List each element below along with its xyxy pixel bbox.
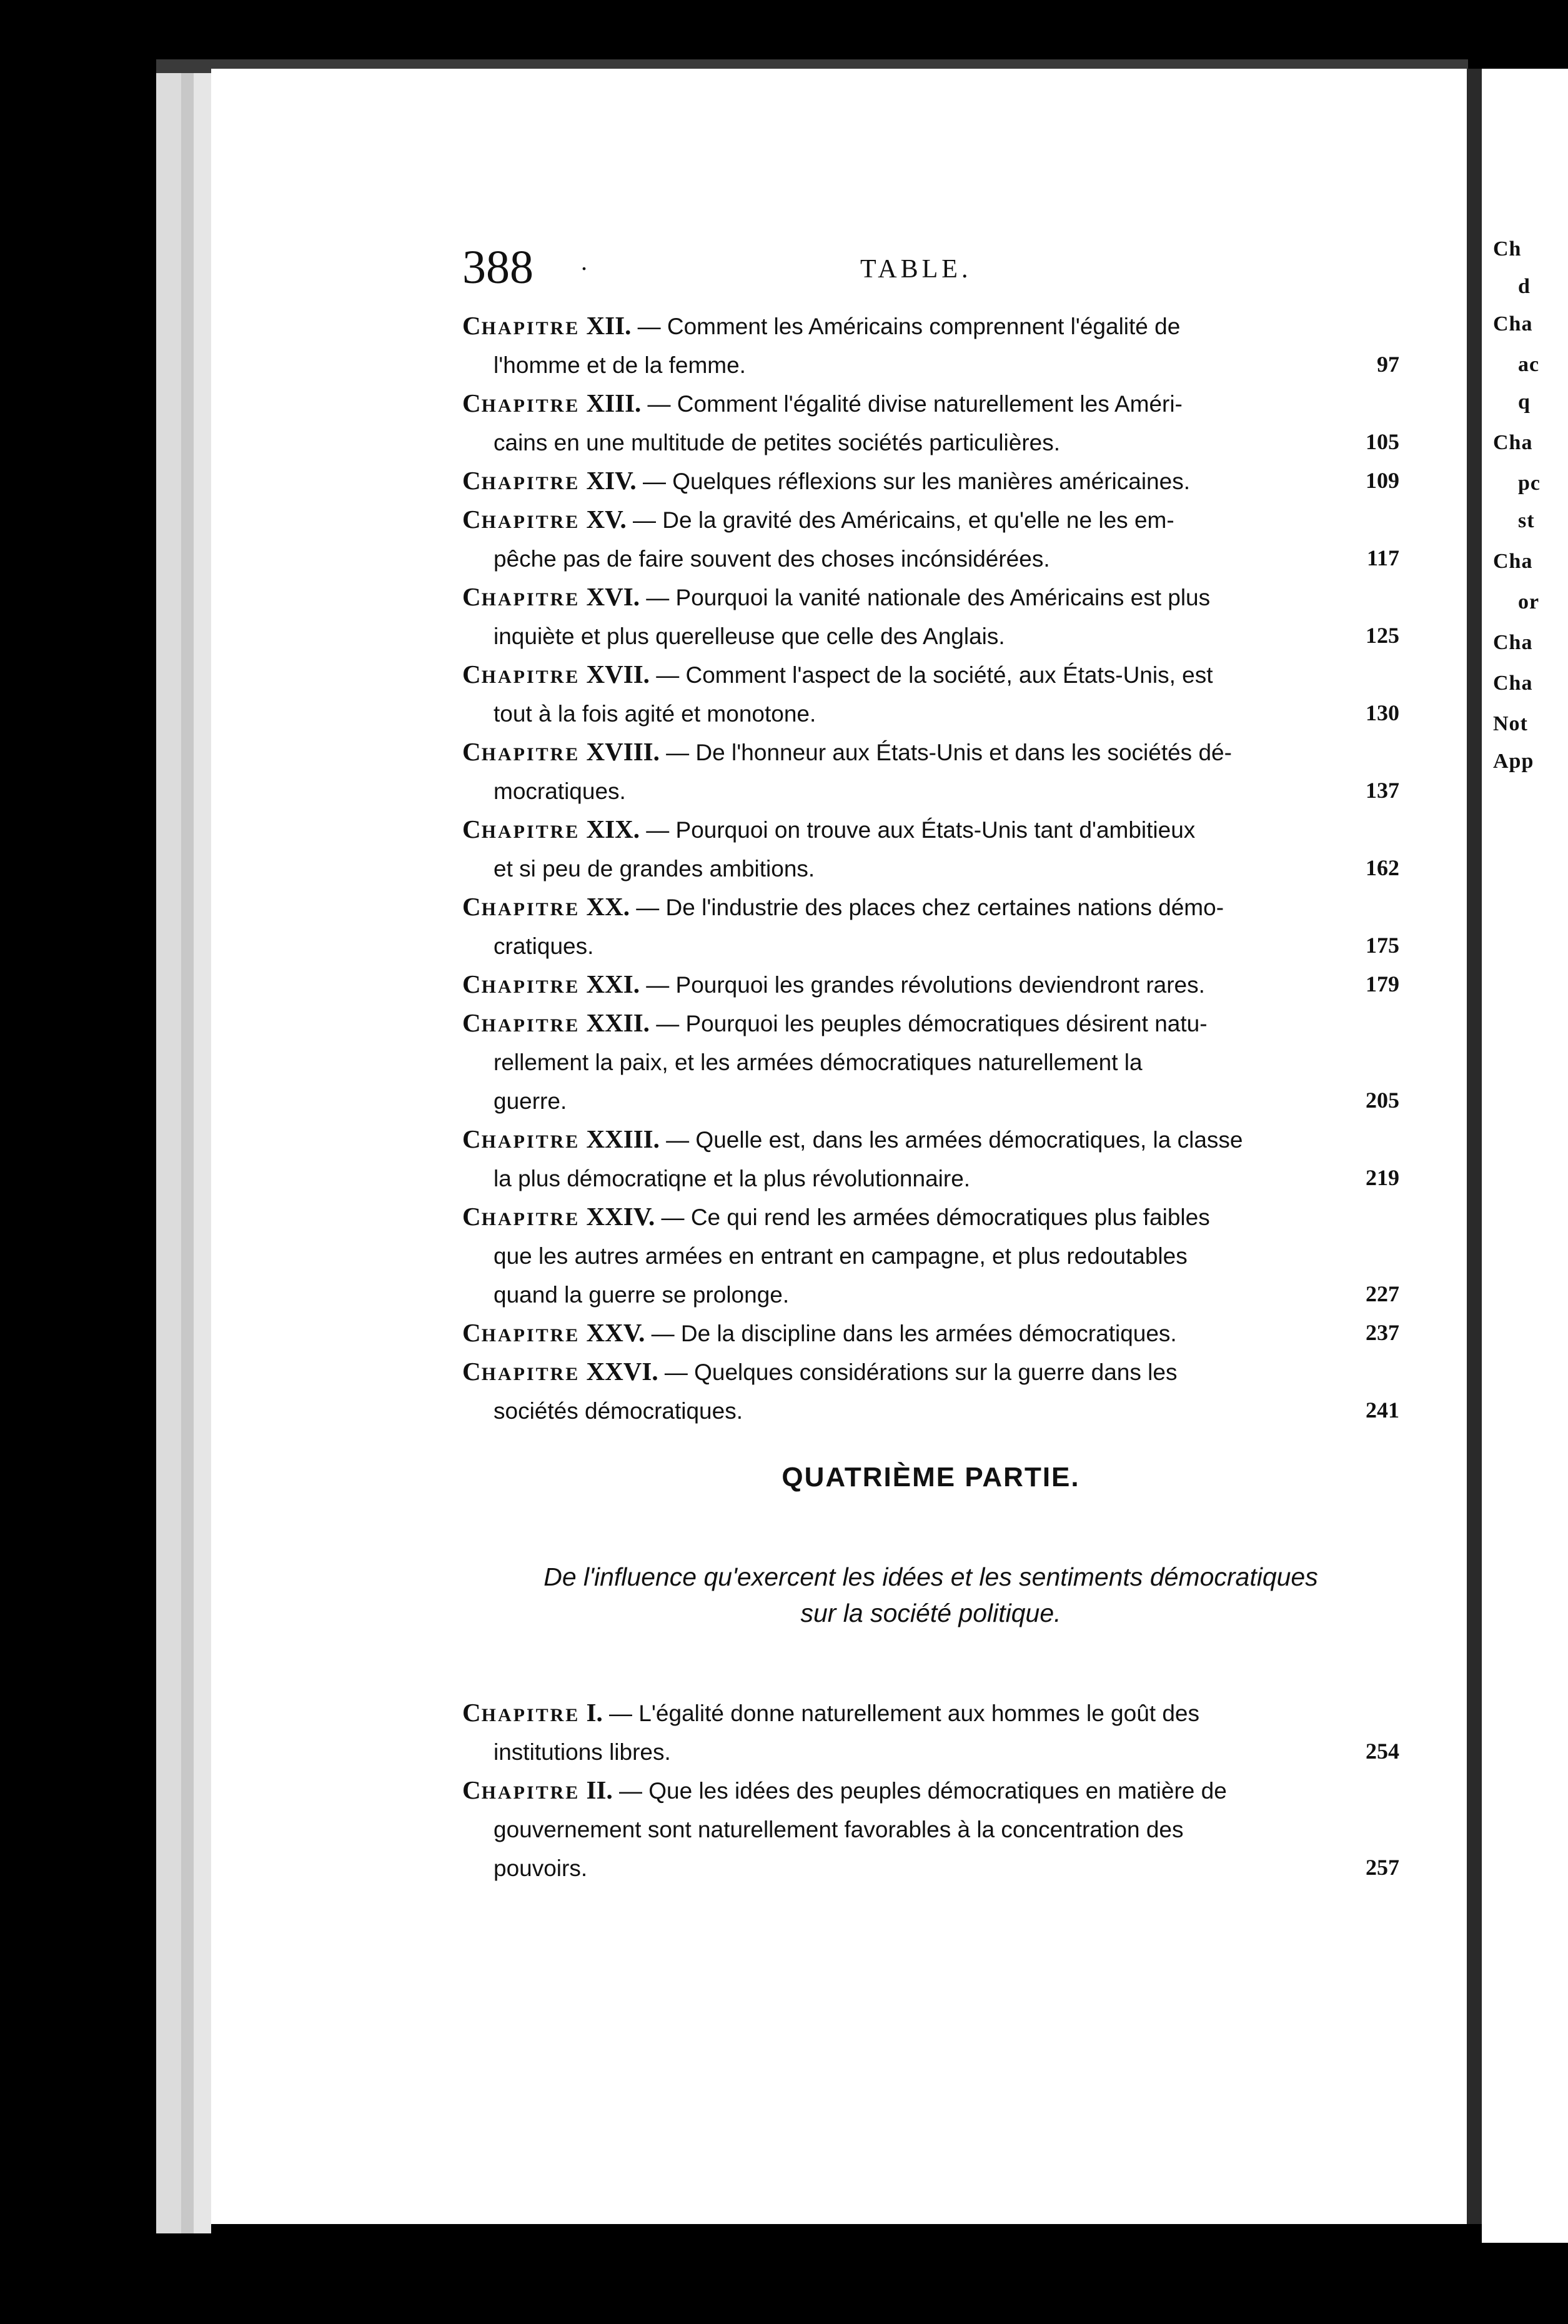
- page-reference: 175: [1366, 933, 1399, 958]
- toc-entry: [462, 384, 1399, 461]
- toc-line: [462, 771, 1399, 810]
- toc-entry: [462, 577, 1399, 655]
- chapter-label: [462, 1698, 580, 1727]
- facing-page-fragment: ac: [1518, 353, 1540, 376]
- chapter-label-initial: C: [462, 1775, 482, 1804]
- chapter-title: — Quelques considérations sur la guerre dans les: [664, 1359, 1178, 1385]
- chapter-title: — Pourquoi la vanité nationale des Américains est plus: [646, 585, 1211, 610]
- chapter-title: mocratiques.: [494, 778, 626, 804]
- chapter-number: XV.: [580, 505, 633, 534]
- toc-line: [462, 539, 1399, 577]
- toc-line-text: [494, 1848, 587, 1888]
- chapter-label: [462, 1318, 580, 1347]
- toc-line-text: [494, 1391, 743, 1431]
- toc-line-text: [462, 732, 1232, 774]
- chapter-title: sociétés démocratiques.: [494, 1398, 743, 1424]
- chapter-label-initial: C: [462, 505, 482, 534]
- chapter-label-rest: HAPITRE: [481, 1782, 580, 1803]
- toc-entry: [462, 1693, 1399, 1770]
- toc-line-text: [494, 1236, 1188, 1276]
- chapter-number: XXII.: [580, 1008, 657, 1037]
- toc-line: [462, 1848, 1399, 1887]
- toc-line: [462, 384, 1399, 422]
- chapter-number: II.: [580, 1775, 619, 1804]
- book-edge: [156, 59, 181, 2233]
- chapter-label-initial: C: [462, 815, 482, 843]
- chapter-label: [462, 1008, 580, 1037]
- chapter-title: — De la discipline dans les armées démocratiques.: [651, 1321, 1177, 1346]
- toc-line: [462, 577, 1399, 616]
- page-reference: 109: [1366, 468, 1399, 493]
- toc-line-text: [462, 810, 1195, 852]
- page-header: [462, 241, 1399, 297]
- chapter-title: — Quelques réflexions sur les manières américaines.: [642, 469, 1190, 494]
- chapter-number: XX.: [580, 892, 637, 921]
- chapter-title: que les autres armées en entrant en campagne, et plus redoutables: [494, 1243, 1188, 1269]
- chapter-label: [462, 815, 580, 843]
- chapter-title: — De l'industrie des places chez certaines nations démo-: [636, 895, 1224, 920]
- toc-line-text: [462, 1313, 1177, 1355]
- toc-line: [462, 345, 1399, 384]
- chapter-label: [462, 892, 580, 921]
- page-reference: 237: [1366, 1320, 1399, 1345]
- toc-line: [462, 1313, 1399, 1352]
- chapter-label-rest: HAPITRE: [481, 1364, 580, 1384]
- toc-line-text: [494, 422, 1060, 462]
- toc-line: [462, 1003, 1399, 1042]
- toc-line-text: [462, 1120, 1243, 1161]
- toc-line: [462, 461, 1399, 500]
- chapter-label-initial: C: [462, 1318, 482, 1347]
- chapter-label: [462, 737, 580, 766]
- chapter-title: — Quelle est, dans les armées démocratiques, la classe: [666, 1127, 1243, 1153]
- facing-page-fragment: q: [1518, 390, 1531, 414]
- chapter-title: — De l'honneur aux États-Unis et dans les sociétés dé-: [666, 740, 1232, 765]
- toc-line-text: [494, 1809, 1184, 1849]
- chapter-title: rellement la paix, et les armées démocratiques naturellement la: [494, 1050, 1143, 1075]
- toc-line-text: [494, 926, 593, 966]
- chapter-label-rest: HAPITRE: [481, 1015, 580, 1036]
- page-reference: 241: [1366, 1398, 1399, 1423]
- chapter-label-rest: HAPITRE: [481, 1131, 580, 1152]
- chapter-label-rest: HAPITRE: [481, 589, 580, 610]
- toc-line: [462, 616, 1399, 655]
- chapter-label: [462, 660, 580, 688]
- chapter-number: XXV.: [580, 1318, 652, 1347]
- toc-line: [462, 965, 1399, 1003]
- toc-line-text: [462, 655, 1213, 697]
- chapter-label-rest: HAPITRE: [481, 512, 580, 532]
- page-reference: 130: [1366, 700, 1399, 725]
- toc-line-text: [462, 1197, 1210, 1239]
- toc-line: [462, 810, 1399, 848]
- chapter-number: XIII.: [580, 389, 648, 417]
- part-subtitle: [462, 1559, 1399, 1631]
- toc-entry: [462, 965, 1399, 1003]
- chapter-label: [462, 582, 580, 611]
- toc-line: [462, 1391, 1399, 1429]
- page-reference: 254: [1366, 1739, 1399, 1764]
- chapter-number: XIV.: [580, 466, 643, 495]
- chapter-title: cratiques.: [494, 933, 594, 959]
- chapter-label: [462, 505, 580, 534]
- page-reference: 162: [1366, 855, 1399, 880]
- chapter-label-rest: HAPITRE: [481, 395, 580, 416]
- book-gutter: [1467, 69, 1482, 2224]
- toc-line-text: [494, 771, 626, 811]
- chapter-label-rest: HAPITRE: [481, 1705, 580, 1726]
- facing-page: [1482, 69, 1568, 2243]
- toc-line: [462, 500, 1399, 539]
- chapter-title: et si peu de grandes ambitions.: [494, 856, 815, 881]
- page-reference: 179: [1366, 971, 1399, 996]
- page-reference: 97: [1377, 352, 1399, 377]
- facing-page-fragment: pc: [1518, 472, 1541, 495]
- chapter-label-initial: C: [462, 892, 482, 921]
- chapter-title: guerre.: [494, 1088, 567, 1114]
- chapter-title: — Comment les Américains comprennent l'égalité de: [637, 314, 1181, 339]
- toc-line-text: [462, 1003, 1208, 1045]
- page-reference: 125: [1366, 623, 1399, 648]
- chapter-title: pêche pas de faire souvent des choses incónsidérées.: [494, 546, 1050, 572]
- chapter-title: — Comment l'aspect de la société, aux États-Unis, est: [656, 662, 1213, 688]
- toc-line-text: [494, 616, 1005, 656]
- chapter-title: quand la guerre se prolonge.: [494, 1282, 790, 1308]
- facing-page-fragment: or: [1518, 590, 1540, 613]
- chapter-label: [462, 466, 580, 495]
- facing-page-fragment: Cha: [1493, 431, 1533, 454]
- toc-entry: [462, 306, 1399, 384]
- toc-line: [462, 306, 1399, 345]
- part-subtitle-line: De l'influence qu'exercent les idées et les sentiments démocratiques: [543, 1562, 1318, 1591]
- chapter-title: — Pourquoi les grandes révolutions deviendront rares.: [646, 972, 1205, 998]
- toc-line-text: [462, 577, 1210, 619]
- chapter-label-initial: C: [462, 582, 482, 611]
- toc-line-text: [462, 384, 1183, 425]
- chapter-label: [462, 1125, 580, 1153]
- toc-entry: [462, 500, 1399, 577]
- facing-page-fragment: Cha: [1493, 312, 1533, 335]
- facing-page-fragment: st: [1518, 509, 1535, 532]
- toc-line: [462, 1042, 1399, 1081]
- toc-line-text: [462, 1693, 1199, 1735]
- chapter-number: XII.: [580, 311, 638, 340]
- toc-entry: [462, 1313, 1399, 1352]
- chapter-label-initial: C: [462, 970, 482, 998]
- toc-entry: [462, 732, 1399, 810]
- facing-page-fragment: Not: [1493, 712, 1528, 735]
- chapter-title: — Ce qui rend les armées démocratiques plus faibles: [661, 1204, 1210, 1230]
- chapter-title: la plus démocratiqne et la plus révolutionnaire.: [494, 1166, 971, 1191]
- toc-entry: [462, 1770, 1399, 1887]
- page-reference: 257: [1366, 1855, 1399, 1880]
- toc-line-text: [462, 500, 1174, 542]
- chapter-label-rest: HAPITRE: [481, 822, 580, 842]
- chapter-title: pouvoirs.: [494, 1855, 588, 1881]
- toc-line-text: [462, 461, 1190, 503]
- toc-entry: [462, 1003, 1399, 1120]
- toc-line: [462, 926, 1399, 965]
- toc-entry: [462, 655, 1399, 732]
- chapter-label: [462, 1775, 580, 1804]
- toc-line-text: [494, 1042, 1143, 1082]
- chapter-label-rest: HAPITRE: [481, 976, 580, 997]
- chapter-label-initial: C: [462, 1698, 482, 1727]
- toc-entry: [462, 1197, 1399, 1313]
- toc-line-text: [494, 848, 815, 888]
- facing-page-fragment: Cha: [1493, 631, 1533, 654]
- chapter-label: [462, 389, 580, 417]
- toc-line-text: [494, 1081, 567, 1121]
- toc-line-text: [462, 887, 1224, 929]
- chapter-number: XVI.: [580, 582, 647, 611]
- chapter-number: XIX.: [580, 815, 647, 843]
- chapter-title: l'homme et de la femme.: [494, 352, 746, 378]
- chapter-label: [462, 1202, 580, 1231]
- toc-entry: [462, 1352, 1399, 1429]
- toc-entry: [462, 1120, 1399, 1197]
- chapter-label: [462, 1357, 580, 1386]
- toc-line: [462, 1236, 1399, 1274]
- page-reference: 219: [1366, 1165, 1399, 1190]
- page-reference: 117: [1366, 545, 1399, 570]
- page-reference: 227: [1366, 1281, 1399, 1306]
- toc-line: [462, 422, 1399, 461]
- toc-line: [462, 655, 1399, 693]
- toc-line: [462, 1352, 1399, 1391]
- chapter-label-initial: C: [462, 1357, 482, 1386]
- toc-entry: [462, 810, 1399, 887]
- book-edge: [194, 59, 211, 2233]
- toc-line-text: [494, 539, 1050, 579]
- toc-line: [462, 1197, 1399, 1236]
- page-reference: 137: [1366, 778, 1399, 803]
- toc-line-text: [494, 345, 746, 385]
- toc-line: [462, 1770, 1399, 1809]
- chapter-label-rest: HAPITRE: [481, 1209, 580, 1229]
- chapter-label-rest: HAPITRE: [481, 899, 580, 920]
- toc-line: [462, 1274, 1399, 1313]
- toc-line-text: [494, 1732, 671, 1772]
- chapter-label-initial: C: [462, 737, 482, 766]
- chapter-label-rest: HAPITRE: [481, 1325, 580, 1346]
- book-edge: [181, 59, 194, 2233]
- part-subtitle-line: sur la société politique.: [800, 1599, 1061, 1627]
- toc-line: [462, 1081, 1399, 1120]
- toc-line-text: [494, 1158, 970, 1198]
- page-number: 388: [462, 241, 533, 294]
- chapter-title: gouvernement sont naturellement favorables à la concentration des: [494, 1817, 1184, 1842]
- chapter-label-rest: HAPITRE: [481, 667, 580, 687]
- toc-entry: [462, 461, 1399, 500]
- chapter-title: cains en une multitude de petites sociétés particulières.: [494, 430, 1061, 455]
- chapter-title: — Comment l'égalité divise naturellement les Améri-: [647, 391, 1183, 417]
- chapter-title: — Pourquoi on trouve aux États-Unis tant d'ambitieux: [646, 817, 1196, 843]
- chapter-label-rest: HAPITRE: [481, 744, 580, 765]
- chapter-label-rest: HAPITRE: [481, 318, 580, 339]
- chapter-number: I.: [580, 1698, 610, 1727]
- chapter-title: — L'égalité donne naturellement aux hommes le goût des: [609, 1701, 1199, 1726]
- facing-page-fragment: Cha: [1493, 550, 1533, 573]
- toc-line: [462, 1158, 1399, 1197]
- chapter-number: XVIII.: [580, 737, 667, 766]
- toc-entry: [462, 887, 1399, 965]
- toc-line: [462, 887, 1399, 926]
- facing-page-fragment: Cha: [1493, 672, 1533, 695]
- chapter-label-rest: HAPITRE: [481, 473, 580, 494]
- toc-line-text: [462, 965, 1205, 1006]
- chapter-number: XXIV.: [580, 1202, 662, 1231]
- chapter-number: XXIII.: [580, 1125, 667, 1153]
- page-reference: 205: [1366, 1088, 1399, 1113]
- toc-line-text: [494, 693, 816, 733]
- running-title: TABLE.: [860, 255, 972, 284]
- chapter-label-initial: C: [462, 1125, 482, 1153]
- chapter-title: — Que les idées des peuples démocratiques en matière de: [618, 1778, 1227, 1804]
- chapter-label: [462, 311, 580, 340]
- chapter-title: — Pourquoi les peuples démocratiques désirent natu-: [656, 1011, 1208, 1036]
- facing-page-fragment: d: [1518, 275, 1531, 298]
- toc-line-text: [462, 1352, 1177, 1394]
- toc-line-text: [462, 306, 1180, 348]
- chapter-label: [462, 970, 580, 998]
- chapter-number: XXVI.: [580, 1357, 665, 1386]
- chapter-label-initial: C: [462, 466, 482, 495]
- toc-line: [462, 1120, 1399, 1158]
- chapter-number: XVII.: [580, 660, 657, 688]
- part-title: QUATRIÈME PARTIE.: [782, 1462, 1080, 1492]
- toc-line-text: [462, 1770, 1227, 1812]
- chapter-label-initial: C: [462, 311, 482, 340]
- toc-line: [462, 1732, 1399, 1770]
- chapter-title: — De la gravité des Américains, et qu'elle ne les em-: [632, 507, 1174, 533]
- toc-line: [462, 1809, 1399, 1848]
- toc-line: [462, 848, 1399, 887]
- chapter-label-initial: C: [462, 1008, 482, 1037]
- chapter-title: tout à la fois agité et monotone.: [494, 701, 816, 727]
- chapter-number: XXI.: [580, 970, 647, 998]
- facing-page-fragment: Ch: [1493, 237, 1522, 261]
- toc-line: [462, 732, 1399, 771]
- chapter-title: inquiète et plus querelleuse que celle des Anglais.: [494, 623, 1005, 649]
- page-reference: 105: [1366, 429, 1399, 454]
- toc-line: [462, 1693, 1399, 1732]
- facing-page-fragment: App: [1493, 750, 1534, 773]
- chapter-title: institutions libres.: [494, 1739, 671, 1765]
- chapter-label-initial: C: [462, 1202, 482, 1231]
- chapter-label-initial: C: [462, 389, 482, 417]
- toc-line: [462, 693, 1399, 732]
- chapter-label-initial: C: [462, 660, 482, 688]
- toc-line-text: [494, 1274, 789, 1314]
- header-mark: .: [581, 247, 587, 276]
